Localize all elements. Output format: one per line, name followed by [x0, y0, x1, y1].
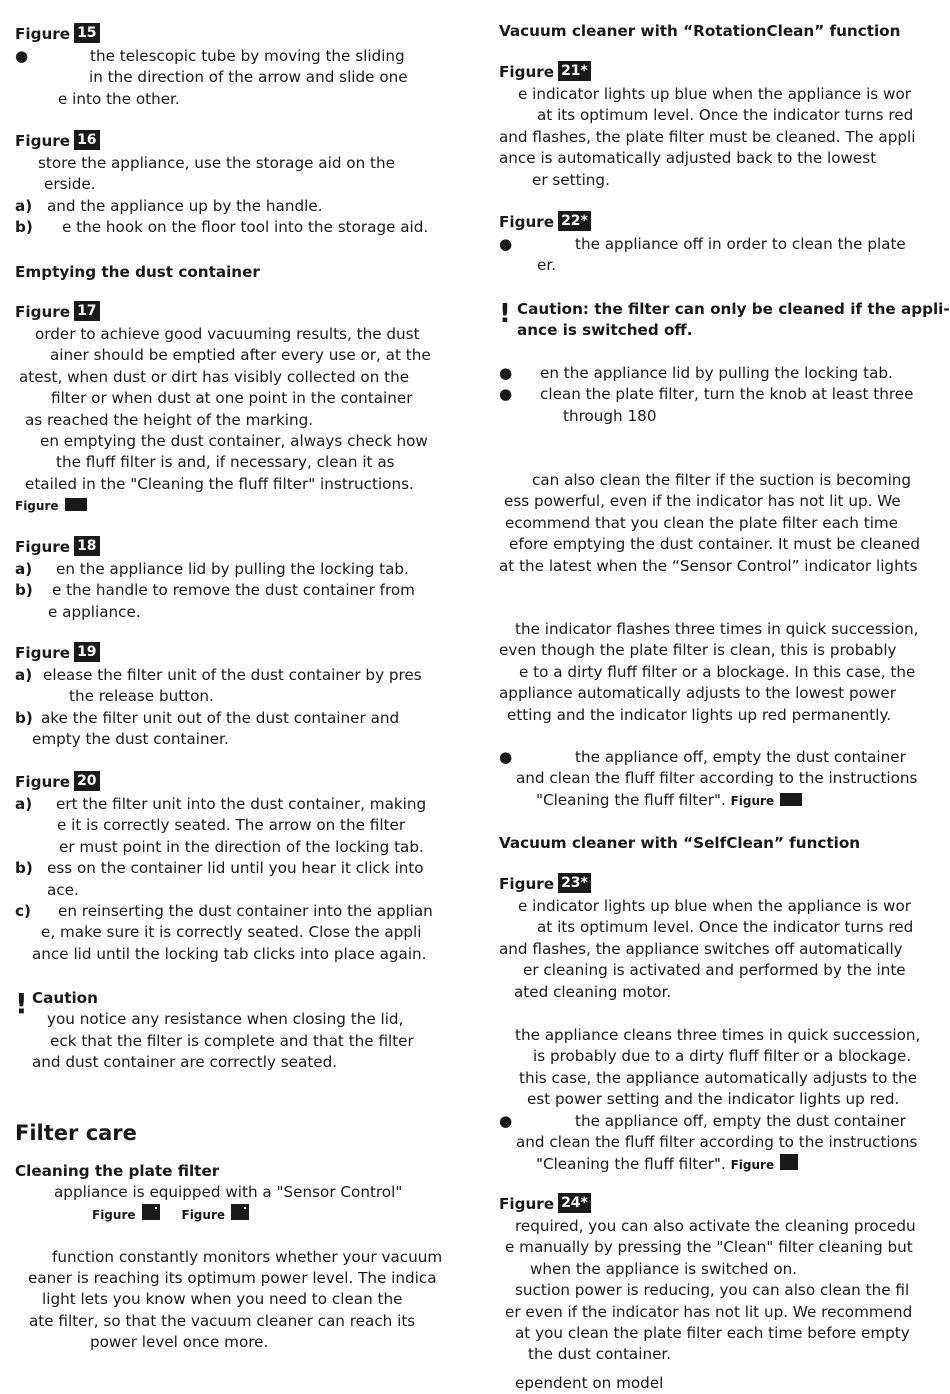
figure-18-number: 18	[74, 536, 99, 556]
body-text: en emptying the dust container, always check how	[40, 431, 428, 450]
figure-placeholder-icon	[780, 793, 802, 806]
figure-19-number: 19	[74, 642, 99, 662]
body-text: can also clean the filter if the suction is becoming	[532, 471, 912, 489]
body-text: suction power is reducing, you can also clean the fil	[515, 1281, 910, 1300]
body-text: at its optimum level. Once the indicator turns red	[537, 106, 914, 125]
figure-placeholder-icon	[142, 1204, 160, 1220]
body-text: "Cleaning the fluff filter".	[536, 1154, 726, 1173]
figure-18-section	[15, 535, 455, 623]
body-text: the dust container.	[528, 1345, 672, 1364]
body-text: as reached the height of the marking.	[25, 410, 314, 429]
footnote: ependent on model	[515, 1374, 664, 1392]
step-text: en reinserting the dust container into the applian	[58, 901, 433, 920]
body-text: clean the plate filter, turn the knob at least three	[540, 385, 914, 404]
body-text: store the appliance, use the storage aid on the	[38, 154, 395, 172]
figure-20-number: 20	[74, 771, 99, 791]
figure-15-label: Figure 15	[15, 22, 455, 46]
figure-21-number: 21*	[558, 61, 591, 81]
body-text: "Cleaning the fluff filter".	[536, 790, 726, 809]
figure-20-label: Figure 20	[15, 770, 455, 794]
body-text: ate filter, so that the vacuum cleaner can reach its	[29, 1311, 416, 1330]
body-text: at the latest when the “Sensor Control” indicator lights	[499, 556, 918, 575]
step-text: en the appliance lid by pulling the locking tab.	[56, 560, 409, 578]
body-text: e indicator lights up blue when the appliance is wor	[518, 85, 911, 103]
figure-reference: Figure	[181, 1207, 225, 1222]
body-text: the telescopic tube by moving the sliding	[90, 47, 405, 65]
step-label: c)	[15, 901, 31, 920]
step-text: e it is correctly seated. The arrow on the filter	[57, 816, 406, 835]
bullet-icon: ●	[15, 47, 29, 65]
step-text: e the hook on the floor tool into the storage aid.	[62, 218, 429, 237]
body-text: and flashes, the appliance switches off automatically	[499, 939, 903, 958]
figure-reference: Figure	[730, 1157, 775, 1172]
figure-24-section	[499, 1192, 939, 1366]
body-text: er.	[537, 256, 557, 275]
step-text: e the handle to remove the dust container from	[52, 581, 415, 600]
figure-15-number: 15	[74, 23, 99, 43]
figure-16-number: 16	[74, 130, 99, 150]
bullet-switch-off-1	[499, 747, 939, 811]
body-text: even though the plate filter is clean, this is probably	[499, 641, 897, 660]
step-label: b)	[15, 581, 33, 600]
step-label: a)	[15, 196, 33, 215]
step-label: a)	[15, 560, 33, 578]
figure-23-number: 23*	[558, 873, 591, 893]
caution-box	[15, 988, 455, 1074]
figure-18-label: Figure 18	[15, 535, 455, 559]
figure-17-section	[15, 300, 455, 517]
body-text: power level once more.	[90, 1333, 269, 1352]
body-text: the appliance off, empty the dust container	[575, 1112, 906, 1130]
figure-19-section	[15, 641, 455, 751]
body-text: order to achieve good vacuuming results, the dust	[35, 325, 420, 343]
body-text: at you clean the plate filter each time before empty	[515, 1323, 910, 1342]
step-text: empty the dust container.	[32, 730, 229, 749]
body-text: ess powerful, even if the indicator has not lit up. We	[504, 492, 901, 511]
figure-placeholder-icon	[231, 1204, 249, 1220]
body-text: filter or when dust at one point in the container	[51, 389, 413, 408]
figure-reference: Figure	[15, 499, 59, 514]
figure-17-number: 17	[74, 301, 99, 321]
figure-16-label: Figure 16	[15, 129, 455, 153]
body-text: etailed in the "Cleaning the fluff filter" instructions.	[25, 474, 414, 493]
body-text: the appliance cleans three times in quick succession,	[515, 1026, 921, 1044]
body-text: the appliance off, empty the dust container	[575, 748, 906, 766]
body-text: at its optimum level. Once the indicator turns red	[537, 918, 914, 937]
figure-15-section	[15, 22, 455, 110]
step-text: er must point in the direction of the locking tab.	[59, 837, 424, 856]
figure-20-section	[15, 770, 455, 965]
body-text: erside.	[44, 175, 96, 194]
step-label: a)	[15, 795, 33, 813]
figure-24-number: 24*	[558, 1193, 591, 1213]
body-text: er cleaning is activated and performed by the inte	[523, 961, 906, 980]
step-text: ake the filter unit out of the dust container and	[41, 708, 400, 727]
body-text: is probably due to a dirty fluff filter or a blockage.	[533, 1047, 912, 1066]
body-text: er setting.	[532, 170, 610, 189]
caution-box-2	[499, 299, 950, 342]
figure-23-section	[499, 872, 939, 1003]
step-label: b)	[15, 708, 33, 727]
body-text: light lets you know when you need to clean the	[42, 1290, 403, 1309]
step-label: b)	[15, 218, 33, 237]
bullet-switch-off-2	[499, 1111, 939, 1175]
body-text: when the appliance is switched on.	[530, 1259, 798, 1278]
body-text: through 180	[563, 406, 657, 425]
step-text: e, make sure it is correctly seated. Close the appli	[41, 923, 422, 942]
caution-text: ance is switched off.	[517, 321, 693, 340]
body-text: est power setting and the indicator lights up red.	[527, 1090, 900, 1109]
body-text: required, you can also activate the cleaning procedu	[515, 1217, 916, 1235]
body-text: the appliance off in order to clean the plate	[575, 235, 906, 253]
body-text: appliance is equipped with a "Sensor Control"	[54, 1183, 403, 1202]
step-label: a)	[15, 666, 33, 684]
body-text: and clean the fluff filter according to the instructions	[516, 769, 918, 788]
step-text: the release button.	[69, 687, 214, 706]
figure-placeholder-icon	[65, 498, 87, 511]
figure-reference: Figure	[92, 1207, 136, 1222]
step-text: e appliance.	[48, 602, 141, 621]
body-text: and flashes, the plate filter must be cleaned. The appli	[499, 127, 916, 146]
section-heading-filter-care: Filter care	[15, 1121, 137, 1145]
figure-24-label: Figure 24*	[499, 1192, 939, 1216]
caution-title: Caution	[32, 989, 98, 1007]
bullets-plate-cleaning	[499, 363, 939, 427]
step-text: ace.	[47, 880, 79, 899]
body-text: ainer should be emptied after every use or, at the	[50, 346, 431, 365]
paragraph-indicator-flashes	[499, 619, 939, 726]
body-text: this case, the appliance automatically adjusts to the	[519, 1068, 918, 1087]
bullet-icon: ●	[499, 235, 513, 253]
body-text: in the direction of the arrow and slide one	[89, 68, 408, 87]
body-text: en the appliance lid by pulling the locking tab.	[540, 364, 893, 382]
figure-21-section	[499, 60, 939, 191]
bullet-icon: ●	[499, 385, 513, 404]
step-text: ance lid until the locking tab clicks into place again.	[32, 944, 427, 963]
step-text: ert the filter unit into the dust container, making	[56, 795, 427, 813]
step-text: ess on the container lid until you hear it click into	[47, 859, 424, 878]
body-text: e into the other.	[58, 89, 180, 108]
body-text: e indicator lights up blue when the appliance is wor	[518, 897, 911, 915]
bullet-icon: ●	[499, 1112, 513, 1130]
figure-23-label: Figure 23*	[499, 872, 939, 896]
figure-16-section	[15, 129, 455, 239]
section-heading-rotationclean: Vacuum cleaner with “RotationClean” function	[499, 22, 901, 40]
section-heading-selfclean: Vacuum cleaner with “SelfClean” function	[499, 834, 861, 852]
body-text: the fluff filter is and, if necessary, clean it as	[56, 453, 395, 472]
section-heading-emptying: Emptying the dust container	[15, 263, 260, 281]
body-text: and dust container are correctly seated.	[32, 1053, 338, 1072]
body-text: efore emptying the dust container. It must be cleaned	[509, 535, 921, 554]
body-text: and clean the fluff filter according to the instructions	[516, 1133, 918, 1152]
body-text: etting and the indicator lights up red permanently.	[507, 705, 892, 724]
body-text: eck that the filter is complete and that the filter	[50, 1031, 414, 1050]
body-text: ecommend that you clean the plate filter each time	[505, 513, 899, 532]
subheading-plate-filter: Cleaning the plate filter	[15, 1162, 220, 1180]
step-text: elease the filter unit of the dust container by pres	[43, 666, 422, 684]
figure-21-label: Figure 21*	[499, 60, 939, 84]
body-text: e manually by pressing the "Clean" filter cleaning but	[505, 1238, 913, 1257]
exclamation-icon: !	[499, 299, 511, 329]
figure-22-number: 22*	[558, 211, 591, 231]
figure-22-section	[499, 210, 939, 277]
figure-17-label: Figure 17	[15, 300, 455, 324]
step-text: and the appliance up by the handle.	[47, 196, 323, 215]
paragraph-clean-anytime	[499, 470, 939, 577]
body-text: eaner is reaching its optimum power level. The indica	[28, 1268, 437, 1287]
plate-filter-section	[15, 1161, 455, 1354]
body-text: the indicator flashes three times in quick succession,	[515, 620, 919, 638]
figure-placeholder-icon	[780, 1154, 798, 1170]
body-text: appliance automatically adjusts to the lowest power	[499, 684, 896, 703]
figure-22-label: Figure 22*	[499, 210, 939, 234]
body-text: you notice any resistance when closing the lid,	[47, 1010, 404, 1029]
paragraph-cleans-three-times	[499, 1025, 939, 1111]
step-label: b)	[15, 859, 33, 878]
figure-19-label: Figure 19	[15, 641, 455, 665]
figure-reference: Figure	[730, 793, 775, 808]
body-text: function constantly monitors whether your vacuum	[52, 1247, 443, 1266]
body-text: er even if the indicator has not lit up. We recommend	[505, 1302, 913, 1321]
caution-text: Caution: the filter can only be cleaned if the appli-	[517, 300, 950, 318]
exclamation-icon: !	[15, 987, 28, 1020]
bullet-icon: ●	[499, 748, 513, 766]
body-text: ance is automatically adjusted back to the lowest	[499, 149, 877, 168]
bullet-icon: ●	[499, 364, 513, 382]
body-text: atest, when dust or dirt has visibly collected on the	[19, 367, 410, 386]
body-text: e to a dirty fluff filter or a blockage. In this case, the	[519, 662, 916, 681]
body-text: ated cleaning motor.	[514, 982, 672, 1001]
